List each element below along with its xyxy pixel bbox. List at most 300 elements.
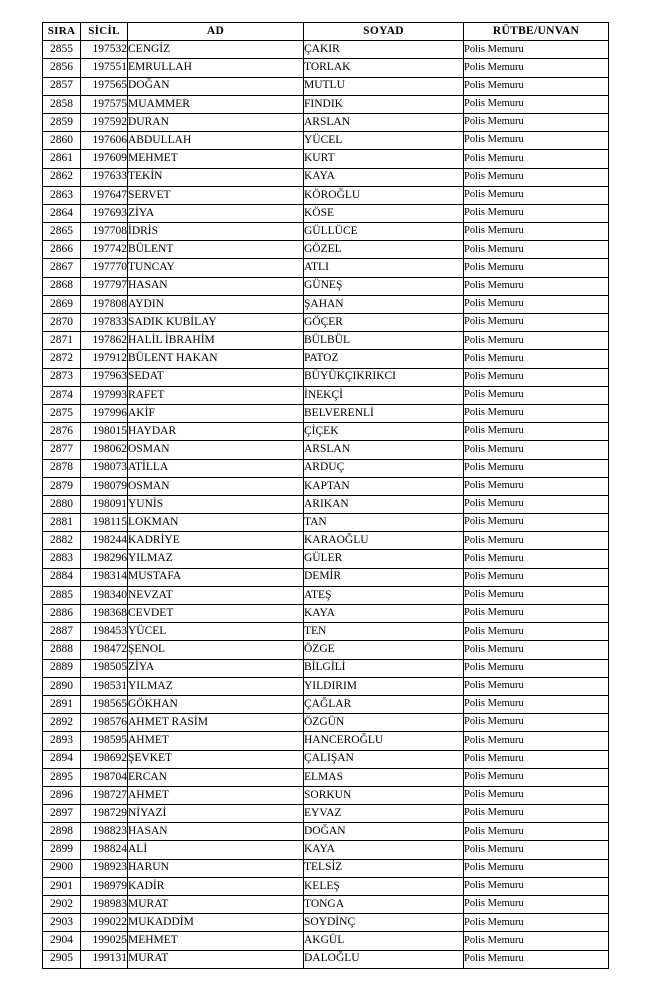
- cell-rutbe: Polis Memuru: [464, 568, 609, 586]
- cell-sicil: 198340: [81, 586, 128, 604]
- cell-ad: KADRİYE: [128, 532, 304, 550]
- cell-rutbe: Polis Memuru: [464, 77, 609, 95]
- cell-rutbe: Polis Memuru: [464, 896, 609, 914]
- cell-sira: 2856: [43, 59, 81, 77]
- cell-ad: MEHMET: [128, 932, 304, 950]
- table-row: [43, 914, 609, 932]
- cell-sira: 2865: [43, 223, 81, 241]
- cell-soyad: EYVAZ: [304, 805, 464, 823]
- cell-soyad: YILDIRIM: [304, 677, 464, 695]
- table-row: [43, 277, 609, 295]
- cell-sira: 2877: [43, 441, 81, 459]
- cell-soyad: AKGÜL: [304, 932, 464, 950]
- cell-ad: DOĞAN: [128, 77, 304, 95]
- table-row: [43, 550, 609, 568]
- cell-sira: 2872: [43, 350, 81, 368]
- cell-soyad: KURT: [304, 150, 464, 168]
- table-row: [43, 714, 609, 732]
- cell-soyad: BÜYÜKÇIKRIKCI: [304, 368, 464, 386]
- table-row: [43, 841, 609, 859]
- cell-soyad: DALOĞLU: [304, 950, 464, 968]
- cell-rutbe: Polis Memuru: [464, 677, 609, 695]
- column-header-sira: SIRA: [43, 23, 81, 41]
- cell-sira: 2881: [43, 514, 81, 532]
- cell-ad: MUSTAFA: [128, 568, 304, 586]
- cell-ad: OSMAN: [128, 441, 304, 459]
- cell-rutbe: Polis Memuru: [464, 623, 609, 641]
- cell-rutbe: Polis Memuru: [464, 586, 609, 604]
- cell-sira: 2876: [43, 423, 81, 441]
- cell-soyad: MUTLU: [304, 77, 464, 95]
- cell-rutbe: Polis Memuru: [464, 695, 609, 713]
- cell-sira: 2858: [43, 95, 81, 113]
- cell-sira: 2895: [43, 768, 81, 786]
- cell-sira: 2867: [43, 259, 81, 277]
- cell-soyad: ELMAS: [304, 768, 464, 786]
- cell-sira: 2898: [43, 823, 81, 841]
- cell-soyad: TAN: [304, 514, 464, 532]
- table-row: [43, 605, 609, 623]
- cell-soyad: ÇALIŞAN: [304, 750, 464, 768]
- cell-sicil: 198062: [81, 441, 128, 459]
- cell-ad: GÖKHAN: [128, 695, 304, 713]
- cell-ad: SEDAT: [128, 368, 304, 386]
- column-header-soyad: SOYAD: [304, 23, 464, 41]
- cell-sicil: 197770: [81, 259, 128, 277]
- cell-rutbe: Polis Memuru: [464, 605, 609, 623]
- table-row: [43, 113, 609, 131]
- cell-rutbe: Polis Memuru: [464, 150, 609, 168]
- cell-sicil: 198115: [81, 514, 128, 532]
- cell-rutbe: Polis Memuru: [464, 113, 609, 131]
- cell-sira: 2890: [43, 677, 81, 695]
- table-row: [43, 859, 609, 877]
- cell-ad: TEKİN: [128, 168, 304, 186]
- cell-rutbe: Polis Memuru: [464, 441, 609, 459]
- cell-sira: 2875: [43, 404, 81, 422]
- cell-sicil: 197609: [81, 150, 128, 168]
- cell-rutbe: Polis Memuru: [464, 386, 609, 404]
- cell-rutbe: Polis Memuru: [464, 768, 609, 786]
- cell-ad: MUKADDİM: [128, 914, 304, 932]
- cell-sira: 2884: [43, 568, 81, 586]
- cell-rutbe: Polis Memuru: [464, 459, 609, 477]
- cell-ad: MURAT: [128, 950, 304, 968]
- cell-soyad: ÖZGÜN: [304, 714, 464, 732]
- cell-sicil: 197912: [81, 350, 128, 368]
- cell-ad: ERCAN: [128, 768, 304, 786]
- table-row: [43, 441, 609, 459]
- cell-soyad: ATEŞ: [304, 586, 464, 604]
- cell-ad: DURAN: [128, 113, 304, 131]
- cell-sira: 2900: [43, 859, 81, 877]
- cell-soyad: TONGA: [304, 896, 464, 914]
- cell-sicil: 197565: [81, 77, 128, 95]
- cell-ad: MURAT: [128, 896, 304, 914]
- cell-rutbe: Polis Memuru: [464, 477, 609, 495]
- table-row: [43, 314, 609, 332]
- cell-ad: CEVDET: [128, 605, 304, 623]
- cell-soyad: ARSLAN: [304, 441, 464, 459]
- cell-soyad: KAPTAN: [304, 477, 464, 495]
- table-row: [43, 805, 609, 823]
- table-row: [43, 423, 609, 441]
- cell-ad: AHMET RASİM: [128, 714, 304, 732]
- cell-ad: HALİL İBRAHİM: [128, 332, 304, 350]
- cell-sira: 2857: [43, 77, 81, 95]
- cell-rutbe: Polis Memuru: [464, 350, 609, 368]
- table-row: [43, 386, 609, 404]
- cell-sicil: 197575: [81, 95, 128, 113]
- cell-sira: 2859: [43, 113, 81, 131]
- cell-sira: 2892: [43, 714, 81, 732]
- table-row: [43, 132, 609, 150]
- table-row: [43, 750, 609, 768]
- cell-rutbe: Polis Memuru: [464, 332, 609, 350]
- cell-rutbe: Polis Memuru: [464, 714, 609, 732]
- cell-rutbe: Polis Memuru: [464, 877, 609, 895]
- table-row: [43, 259, 609, 277]
- cell-soyad: KAYA: [304, 168, 464, 186]
- cell-sira: 2878: [43, 459, 81, 477]
- cell-sicil: 198244: [81, 532, 128, 550]
- cell-sira: 2885: [43, 586, 81, 604]
- cell-sira: 2904: [43, 932, 81, 950]
- cell-rutbe: Polis Memuru: [464, 823, 609, 841]
- cell-rutbe: Polis Memuru: [464, 550, 609, 568]
- cell-sicil: 197592: [81, 113, 128, 131]
- cell-ad: ŞENOL: [128, 641, 304, 659]
- cell-rutbe: Polis Memuru: [464, 168, 609, 186]
- cell-sira: 2887: [43, 623, 81, 641]
- cell-soyad: PATOZ: [304, 350, 464, 368]
- table-row: [43, 295, 609, 313]
- cell-sira: 2899: [43, 841, 81, 859]
- cell-rutbe: Polis Memuru: [464, 95, 609, 113]
- cell-rutbe: Polis Memuru: [464, 132, 609, 150]
- cell-ad: LOKMAN: [128, 514, 304, 532]
- table-row: [43, 332, 609, 350]
- cell-ad: ALİ: [128, 841, 304, 859]
- cell-sira: 2863: [43, 186, 81, 204]
- table-row: [43, 659, 609, 677]
- table-row: [43, 932, 609, 950]
- cell-sicil: 198073: [81, 459, 128, 477]
- table-row: [43, 41, 609, 59]
- cell-soyad: GÜNEŞ: [304, 277, 464, 295]
- cell-ad: AHMET: [128, 786, 304, 804]
- table-row: [43, 204, 609, 222]
- column-header-sicil: SİCİL: [81, 23, 128, 41]
- cell-rutbe: Polis Memuru: [464, 277, 609, 295]
- cell-sicil: 197862: [81, 332, 128, 350]
- cell-rutbe: Polis Memuru: [464, 41, 609, 59]
- table-row: [43, 641, 609, 659]
- table-row: [43, 732, 609, 750]
- cell-soyad: KARAOĞLU: [304, 532, 464, 550]
- cell-sicil: 199131: [81, 950, 128, 968]
- cell-sicil: 197742: [81, 241, 128, 259]
- cell-ad: AHMET: [128, 732, 304, 750]
- cell-sicil: 198923: [81, 859, 128, 877]
- table-row: [43, 186, 609, 204]
- cell-sicil: 198576: [81, 714, 128, 732]
- cell-rutbe: Polis Memuru: [464, 641, 609, 659]
- cell-soyad: ÇAĞLAR: [304, 695, 464, 713]
- table-row: [43, 877, 609, 895]
- cell-ad: AYDIN: [128, 295, 304, 313]
- cell-ad: KADİR: [128, 877, 304, 895]
- cell-sira: 2860: [43, 132, 81, 150]
- cell-ad: TUNCAY: [128, 259, 304, 277]
- cell-ad: RAFET: [128, 386, 304, 404]
- cell-soyad: BELVERENLİ: [304, 404, 464, 422]
- cell-ad: HASAN: [128, 277, 304, 295]
- cell-soyad: HANCEROĞLU: [304, 732, 464, 750]
- cell-rutbe: Polis Memuru: [464, 786, 609, 804]
- table-row: [43, 950, 609, 968]
- cell-soyad: ÖZGE: [304, 641, 464, 659]
- cell-sicil: 198505: [81, 659, 128, 677]
- cell-sicil: 197833: [81, 314, 128, 332]
- cell-sicil: 198091: [81, 495, 128, 513]
- cell-sira: 2874: [43, 386, 81, 404]
- cell-sicil: 197551: [81, 59, 128, 77]
- cell-sicil: 198595: [81, 732, 128, 750]
- cell-ad: SERVET: [128, 186, 304, 204]
- cell-rutbe: Polis Memuru: [464, 841, 609, 859]
- cell-ad: ZİYA: [128, 204, 304, 222]
- cell-sira: 2901: [43, 877, 81, 895]
- cell-soyad: SOYDİNÇ: [304, 914, 464, 932]
- cell-soyad: DEMİR: [304, 568, 464, 586]
- cell-soyad: TELSİZ: [304, 859, 464, 877]
- cell-rutbe: Polis Memuru: [464, 659, 609, 677]
- cell-ad: EMRULLAH: [128, 59, 304, 77]
- cell-ad: OSMAN: [128, 477, 304, 495]
- table-row: [43, 532, 609, 550]
- cell-rutbe: Polis Memuru: [464, 932, 609, 950]
- cell-rutbe: Polis Memuru: [464, 241, 609, 259]
- table-row: [43, 77, 609, 95]
- cell-rutbe: Polis Memuru: [464, 404, 609, 422]
- cell-soyad: ŞAHAN: [304, 295, 464, 313]
- table-row: [43, 623, 609, 641]
- cell-ad: ZİYA: [128, 659, 304, 677]
- cell-ad: ABDULLAH: [128, 132, 304, 150]
- cell-soyad: TORLAK: [304, 59, 464, 77]
- cell-soyad: ATLI: [304, 259, 464, 277]
- cell-sicil: 198979: [81, 877, 128, 895]
- table-row: [43, 95, 609, 113]
- cell-sicil: 198824: [81, 841, 128, 859]
- cell-ad: HAYDAR: [128, 423, 304, 441]
- cell-ad: MEHMET: [128, 150, 304, 168]
- cell-soyad: ARDUÇ: [304, 459, 464, 477]
- column-header-ad: AD: [128, 23, 304, 41]
- cell-sira: 2866: [43, 241, 81, 259]
- cell-sicil: 197708: [81, 223, 128, 241]
- table-row: [43, 568, 609, 586]
- cell-sicil: 197996: [81, 404, 128, 422]
- cell-sicil: 197808: [81, 295, 128, 313]
- cell-ad: YÜCEL: [128, 623, 304, 641]
- cell-sira: 2903: [43, 914, 81, 932]
- personnel-roster-table: [42, 22, 609, 969]
- cell-sicil: 197647: [81, 186, 128, 204]
- cell-sicil: 198823: [81, 823, 128, 841]
- table-row: [43, 896, 609, 914]
- cell-soyad: ÇAKIR: [304, 41, 464, 59]
- cell-rutbe: Polis Memuru: [464, 732, 609, 750]
- cell-sira: 2886: [43, 605, 81, 623]
- cell-ad: HARUN: [128, 859, 304, 877]
- cell-ad: ŞEVKET: [128, 750, 304, 768]
- cell-soyad: BİLGİLİ: [304, 659, 464, 677]
- cell-ad: SADIK KUBİLAY: [128, 314, 304, 332]
- table-header: [43, 23, 609, 41]
- cell-sicil: 198983: [81, 896, 128, 914]
- cell-sira: 2864: [43, 204, 81, 222]
- cell-ad: BÜLENT HAKAN: [128, 350, 304, 368]
- cell-sicil: 198531: [81, 677, 128, 695]
- cell-soyad: DOĞAN: [304, 823, 464, 841]
- table-row: [43, 223, 609, 241]
- cell-sicil: 199022: [81, 914, 128, 932]
- cell-sira: 2861: [43, 150, 81, 168]
- cell-rutbe: Polis Memuru: [464, 514, 609, 532]
- cell-sicil: 197993: [81, 386, 128, 404]
- cell-soyad: KÖROĞLU: [304, 186, 464, 204]
- cell-soyad: GÖÇER: [304, 314, 464, 332]
- cell-soyad: FINDIK: [304, 95, 464, 113]
- cell-rutbe: Polis Memuru: [464, 59, 609, 77]
- cell-sicil: 198296: [81, 550, 128, 568]
- table-row: [43, 695, 609, 713]
- cell-sira: 2880: [43, 495, 81, 513]
- cell-soyad: BÜLBÜL: [304, 332, 464, 350]
- cell-sicil: 198565: [81, 695, 128, 713]
- cell-rutbe: Polis Memuru: [464, 750, 609, 768]
- cell-ad: YILMAZ: [128, 677, 304, 695]
- cell-sicil: 197633: [81, 168, 128, 186]
- cell-ad: CENGİZ: [128, 41, 304, 59]
- cell-sira: 2855: [43, 41, 81, 59]
- cell-soyad: ÇİÇEK: [304, 423, 464, 441]
- cell-sira: 2868: [43, 277, 81, 295]
- table-row: [43, 168, 609, 186]
- cell-soyad: TEN: [304, 623, 464, 641]
- cell-ad: AKİF: [128, 404, 304, 422]
- table-row: [43, 150, 609, 168]
- cell-sicil: 198472: [81, 641, 128, 659]
- cell-rutbe: Polis Memuru: [464, 914, 609, 932]
- cell-sira: 2893: [43, 732, 81, 750]
- cell-sira: 2879: [43, 477, 81, 495]
- cell-rutbe: Polis Memuru: [464, 950, 609, 968]
- cell-soyad: GÜLLÜCE: [304, 223, 464, 241]
- cell-ad: MUAMMER: [128, 95, 304, 113]
- cell-ad: ATİLLA: [128, 459, 304, 477]
- cell-sira: 2889: [43, 659, 81, 677]
- cell-ad: BÜLENT: [128, 241, 304, 259]
- table-row: [43, 350, 609, 368]
- cell-ad: YUNİS: [128, 495, 304, 513]
- cell-rutbe: Polis Memuru: [464, 532, 609, 550]
- cell-sicil: 197797: [81, 277, 128, 295]
- cell-sira: 2894: [43, 750, 81, 768]
- cell-soyad: SORKUN: [304, 786, 464, 804]
- cell-rutbe: Polis Memuru: [464, 259, 609, 277]
- table-row: [43, 59, 609, 77]
- cell-soyad: ARSLAN: [304, 113, 464, 131]
- cell-sicil: 198015: [81, 423, 128, 441]
- cell-ad: NİYAZİ: [128, 805, 304, 823]
- cell-sira: 2862: [43, 168, 81, 186]
- cell-rutbe: Polis Memuru: [464, 186, 609, 204]
- cell-sicil: 197532: [81, 41, 128, 59]
- cell-ad: İDRİS: [128, 223, 304, 241]
- column-header-rutbe: RÜTBE/UNVAN: [464, 23, 609, 41]
- cell-sicil: 198368: [81, 605, 128, 623]
- cell-sicil: 198704: [81, 768, 128, 786]
- table-row: [43, 786, 609, 804]
- cell-rutbe: Polis Memuru: [464, 368, 609, 386]
- cell-sira: 2870: [43, 314, 81, 332]
- cell-soyad: GÜLER: [304, 550, 464, 568]
- cell-sicil: 198692: [81, 750, 128, 768]
- cell-sira: 2891: [43, 695, 81, 713]
- table-row: [43, 477, 609, 495]
- cell-sira: 2902: [43, 896, 81, 914]
- cell-sira: 2883: [43, 550, 81, 568]
- cell-rutbe: Polis Memuru: [464, 423, 609, 441]
- table-row: [43, 586, 609, 604]
- cell-soyad: KELEŞ: [304, 877, 464, 895]
- cell-sicil: 197606: [81, 132, 128, 150]
- table-row: [43, 823, 609, 841]
- header-row: [43, 23, 609, 41]
- table-row: [43, 404, 609, 422]
- cell-soyad: KÖSE: [304, 204, 464, 222]
- cell-sicil: 197963: [81, 368, 128, 386]
- table-row: [43, 368, 609, 386]
- cell-soyad: ARIKAN: [304, 495, 464, 513]
- cell-soyad: İNEKÇİ: [304, 386, 464, 404]
- cell-sicil: 199025: [81, 932, 128, 950]
- cell-ad: YILMAZ: [128, 550, 304, 568]
- cell-rutbe: Polis Memuru: [464, 805, 609, 823]
- table-row: [43, 495, 609, 513]
- cell-ad: HASAN: [128, 823, 304, 841]
- cell-rutbe: Polis Memuru: [464, 223, 609, 241]
- cell-sira: 2888: [43, 641, 81, 659]
- cell-rutbe: Polis Memuru: [464, 859, 609, 877]
- cell-soyad: YÜCEL: [304, 132, 464, 150]
- cell-soyad: GÖZEL: [304, 241, 464, 259]
- cell-sicil: 198729: [81, 805, 128, 823]
- cell-sira: 2869: [43, 295, 81, 313]
- cell-soyad: KAYA: [304, 841, 464, 859]
- cell-sicil: 198079: [81, 477, 128, 495]
- cell-sira: 2873: [43, 368, 81, 386]
- cell-rutbe: Polis Memuru: [464, 314, 609, 332]
- cell-sira: 2897: [43, 805, 81, 823]
- cell-soyad: KAYA: [304, 605, 464, 623]
- cell-sira: 2882: [43, 532, 81, 550]
- cell-sicil: 198453: [81, 623, 128, 641]
- cell-sicil: 197693: [81, 204, 128, 222]
